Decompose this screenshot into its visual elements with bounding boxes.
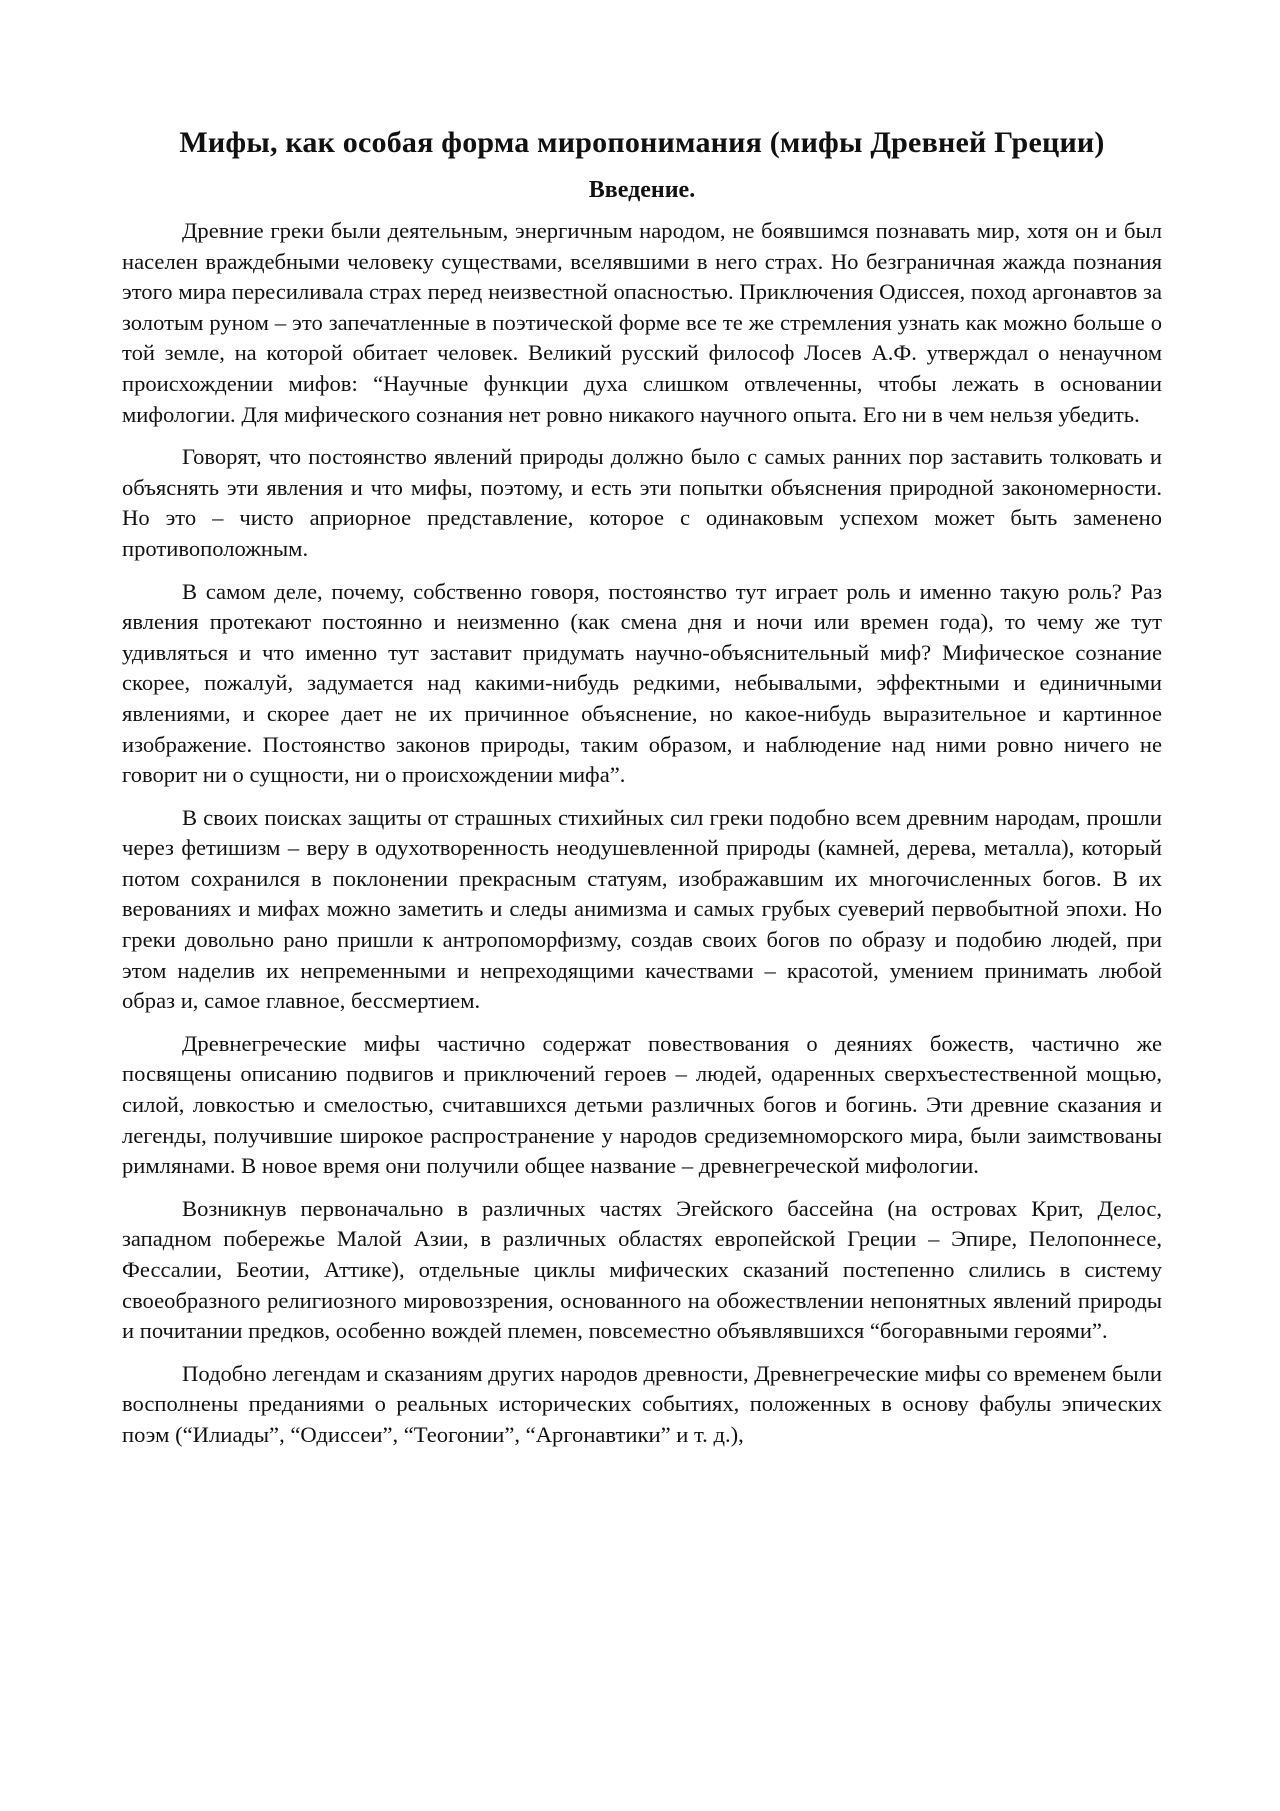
section-heading: Введение. [588,177,696,203]
paragraph-2: Говорят, что постоянство явлений природы должно было с самых ранних пор заставить толковать и объяснять эти явления и что мифы, поэтому, и есть эти попытки объяснения природной закономерности. Но это – чисто априорное представление, которое с одинаковым успехом может быть заменено противоположным. [122,444,1162,561]
paragraph-1: Древние греки были деятельным, энергичным народом, не боявшимся познавать мир, хотя он и был населен враждебными человеку существами, вселявшими в него страх. Но безграничная жажда познания этого мира пересиливала страх перед неизвестной опасностью. Приключения Одиссея, поход аргонавтов за золотым руном – это запечатленные в поэтической форме все те же стремления узнать как можно больше о той земле, на которой обитает человек. Великий русский философ Лосев А.Ф. утверждал о ненаучном происхождении мифов: “Научные функции духа слишком отвлеченны, чтобы лежать в основании мифологии. Для мифического сознания нет ровно никакого научного опыта. Его ни в чем нельзя убедить. [122,218,1162,427]
document-title: Мифы, как особая форма миропонимания (мифы Древней Греции) [179,126,1105,159]
paragraph-3: В самом деле, почему, собственно говоря, постоянство тут играет роль и именно такую роль? Раз явления протекают постоянно и неизменно (как смена дня и ночи или времен года), то чему же тут удивляться и что именно тут заставит придумать научно-объяснительный миф? Мифическое сознание скорее, пожалуй, задумается над какими-нибудь редкими, небывалыми, эффектными и единичными явлениями, и скорее дает не их причинное объяснение, но какое-нибудь выразительное и картинное изображение. Постоянство законов природы, таким образом, и наблюдение над ними ровно ничего не говорит ни о сущности, ни о происхождении мифа”. [122,578,1162,788]
paragraph-5: Древнегреческие мифы частично содержат повествования о деяниях божеств, частично же посвящены описанию подвигов и приключений героев – людей, одаренных сверхъестественной мощью, силой, ловкостью и смелостью, считавшихся детьми различных богов и богинь. Эти древние сказания и легенды, получившие широкое распространение у народов средиземноморского мира, были заимствованы римлянами. В новое время они получили общее название – древнегреческой мифологии. [122,1030,1162,1179]
paragraph-7: Подобно легендам и сказаниям других народов древности, Древнегреческие мифы со временем были восполнены преданиями о реальных исторических событиях, положенных в основу фабулы эпических поэм (“Илиады”, “Одиссеи”, “Теогонии”, “Аргонавтики” и т. д.), [122,1360,1162,1447]
paragraph-4: В своих поисках защиты от страшных стихийных сил греки подобно всем древним народам, прошли через фетишизм – веру в одухотворенность неодушевленной природы (камней, дерева, металла), который потом сохранился в поклонении прекрасным статуям, изображавшим их многочисленных богов. В их верованиях и мифах можно заметить и следы анимизма и самых грубых суеверий первобытной эпохи. Но греки довольно рано пришли к антропоморфизму, создав своих богов по образу и подобию людей, при этом наделив их непременными и непреходящими качествами – красотой, умением принимать любой образ и, самое главное, бессмертием. [122,804,1162,1014]
paragraph-6: Возникнув первоначально в различных частях Эгейского бассейна (на островах Крит, Делос, западном побережье Малой Азии, в различных областях европейской Греции – Эпире, Пелопоннесе, Фессалии, Беотии, Аттике), отдельные циклы мифических сказаний постепенно слились в систему своеобразного религиозного мировоззрения, основанного на обожествлении непонятных явлений природы и почитании предков, особенно вождей племен, повсеместно объявлявшихся “богоравными героями”. [122,1195,1162,1344]
document-page [122,122,1162,1463]
